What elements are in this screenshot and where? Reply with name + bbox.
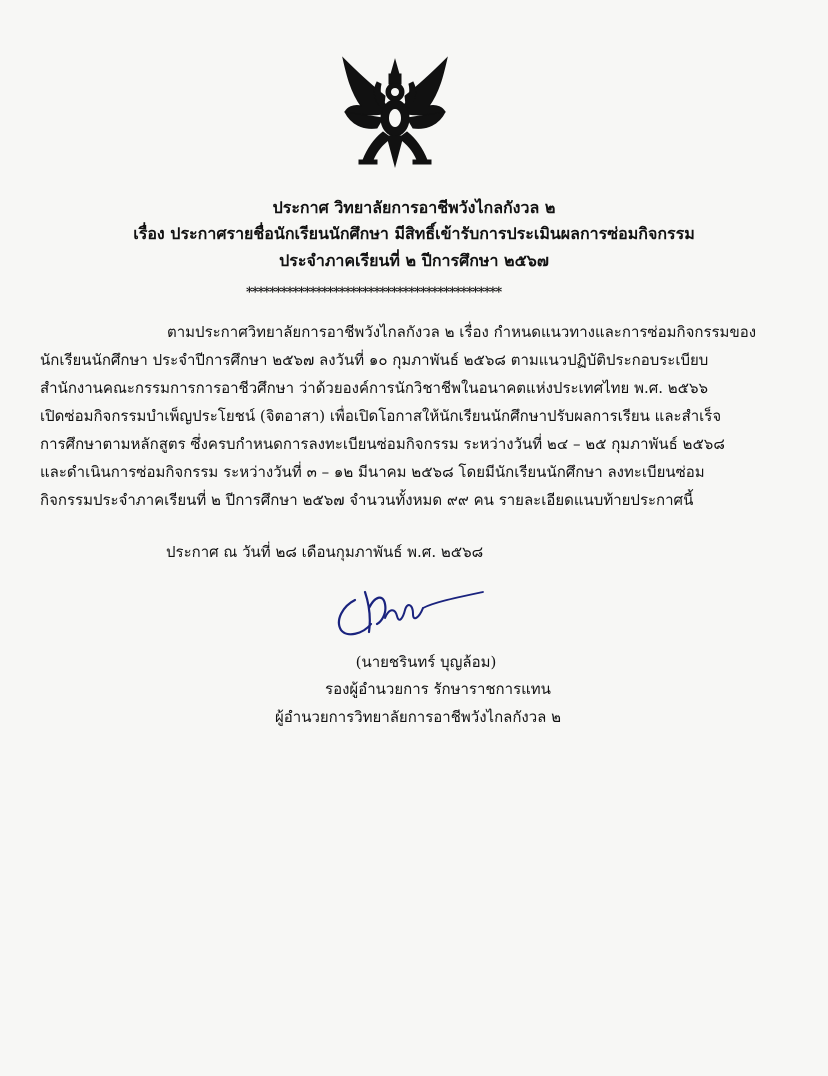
body-line: นักเรียนนักศึกษา ประจำปีการศึกษา ๒๕๖๗ ลงวันที่ ๑๐ กุมภาพันธ์ ๒๕๖๘ ตามแนวปฏิบัติประกอบระเบียบ <box>40 351 709 369</box>
announcement-title: ประกาศ วิทยาลัยการอาชีพวังไกลกังวล ๒ <box>272 198 556 217</box>
body-line: กิจกรรมประจำภาคเรียนที่ ๒ ปีการศึกษา ๒๕๖๗ จำนวนทั้งหมด ๙๙ คน รายละเอียดแนบท้ายประกาศนี้ <box>40 491 694 509</box>
announcement-subject: เรื่อง ประกาศรายชื่อนักเรียนนักศึกษา มีสิทธิ์เข้ารับการประเมินผลการซ่อมกิจกรรม <box>133 224 695 243</box>
body-line: การศึกษาตามหลักสูตร ซึ่งครบกำหนดการลงทะเบียนซ่อมกิจกรรม ระหว่างวันที่ ๒๔ – ๒๕ กุมภาพันธ์ ๒๕๖๘ <box>40 435 725 453</box>
announcement-date: ประกาศ ณ วันที่ ๒๘ เดือนกุมภาพันธ์ พ.ศ. ๒๕๖๘ <box>166 543 484 561</box>
separator: ******************************************** <box>246 285 502 300</box>
signer-name: (นายชรินทร์ บุญล้อม) <box>355 653 497 671</box>
announcement-body <box>40 318 800 514</box>
body-line: และดำเนินการซ่อมกิจกรรม ระหว่างวันที่ ๓ – ๑๒ มีนาคม ๒๕๖๘ โดยมีนักเรียนนักศึกษา ลงทะเบียนซ่อม <box>40 463 705 481</box>
handwritten-signature <box>325 578 495 648</box>
signer-position: รองผู้อำนวยการ รักษาราชการแทน <box>325 680 551 698</box>
body-line: สำนักงานคณะกรรมการการอาชีวศึกษา ว่าด้วยองค์การนักวิชาชีพในอนาคตแห่งประเทศไทย พ.ศ. ๒๕๖๖ <box>40 379 709 397</box>
garuda-emblem-icon <box>337 52 453 172</box>
body-line: เปิดซ่อมกิจกรรมบำเพ็ญประโยชน์ (จิตอาสา) เพื่อเปิดโอกาสให้นักเรียนนักศึกษาปรับผลการเรียน และสำเร็จ <box>40 407 722 425</box>
announcement-term: ประจำภาคเรียนที่ ๒ ปีการศึกษา ๒๕๖๗ <box>279 251 549 270</box>
body-line: ตามประกาศวิทยาลัยการอาชีพวังไกลกังวล ๒ เรื่อง กำหนดแนวทางและการซ่อมกิจกรรมของ <box>167 323 757 341</box>
signer-position-full: ผู้อำนวยการวิทยาลัยการอาชีพวังไกลกังวล ๒ <box>274 708 562 726</box>
